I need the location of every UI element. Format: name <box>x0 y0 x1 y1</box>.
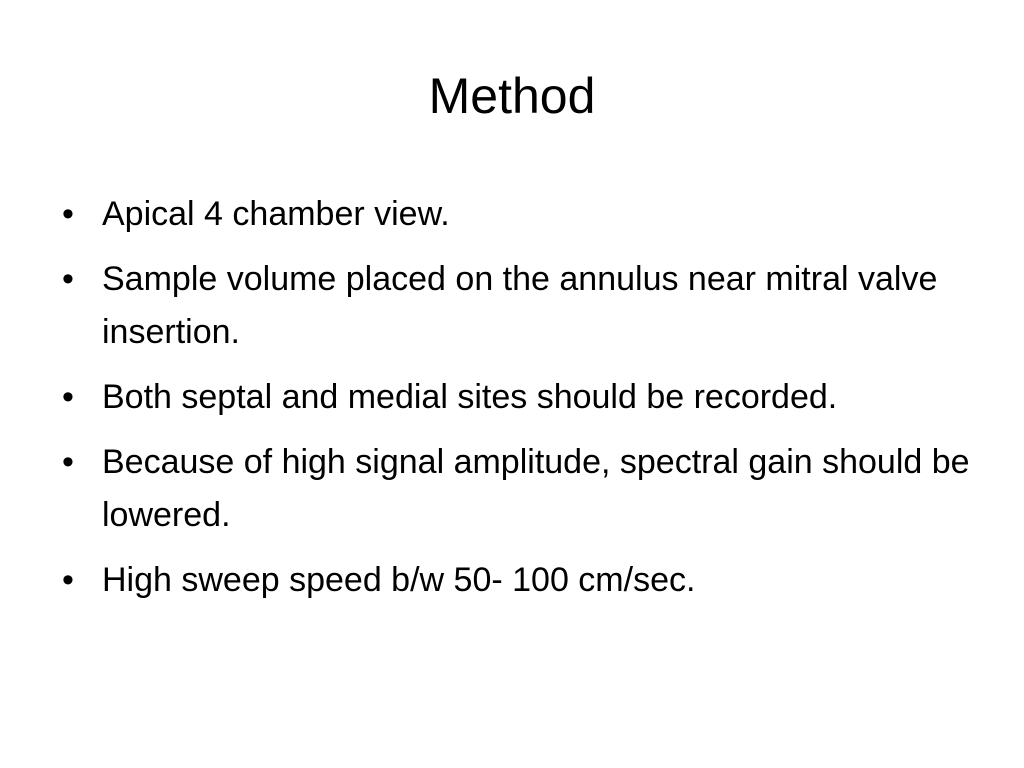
bullet-text: Both septal and medial sites should be recorded. <box>102 378 838 416</box>
bullet-item <box>56 436 986 542</box>
bullet-dot-icon: • <box>62 378 74 416</box>
bullet-item <box>56 554 986 607</box>
bullet-dot-icon: • <box>62 443 74 481</box>
bullet-text: Sample volume placed on the annulus near mitral valve insertion. <box>102 260 938 351</box>
bullet-text: Because of high signal amplitude, spectral gain should be lowered. <box>102 443 970 534</box>
bullet-text: Apical 4 chamber view. <box>102 195 450 233</box>
bullet-item <box>56 188 986 241</box>
bullet-list <box>56 188 986 619</box>
bullet-item <box>56 371 986 424</box>
bullet-dot-icon: • <box>62 561 74 599</box>
bullet-item <box>56 253 986 359</box>
bullet-text: High sweep speed b/w 50- 100 cm/sec. <box>102 561 696 599</box>
bullet-dot-icon: • <box>62 195 74 233</box>
slide-title: Method <box>428 68 596 124</box>
bullet-dot-icon: • <box>62 260 74 298</box>
